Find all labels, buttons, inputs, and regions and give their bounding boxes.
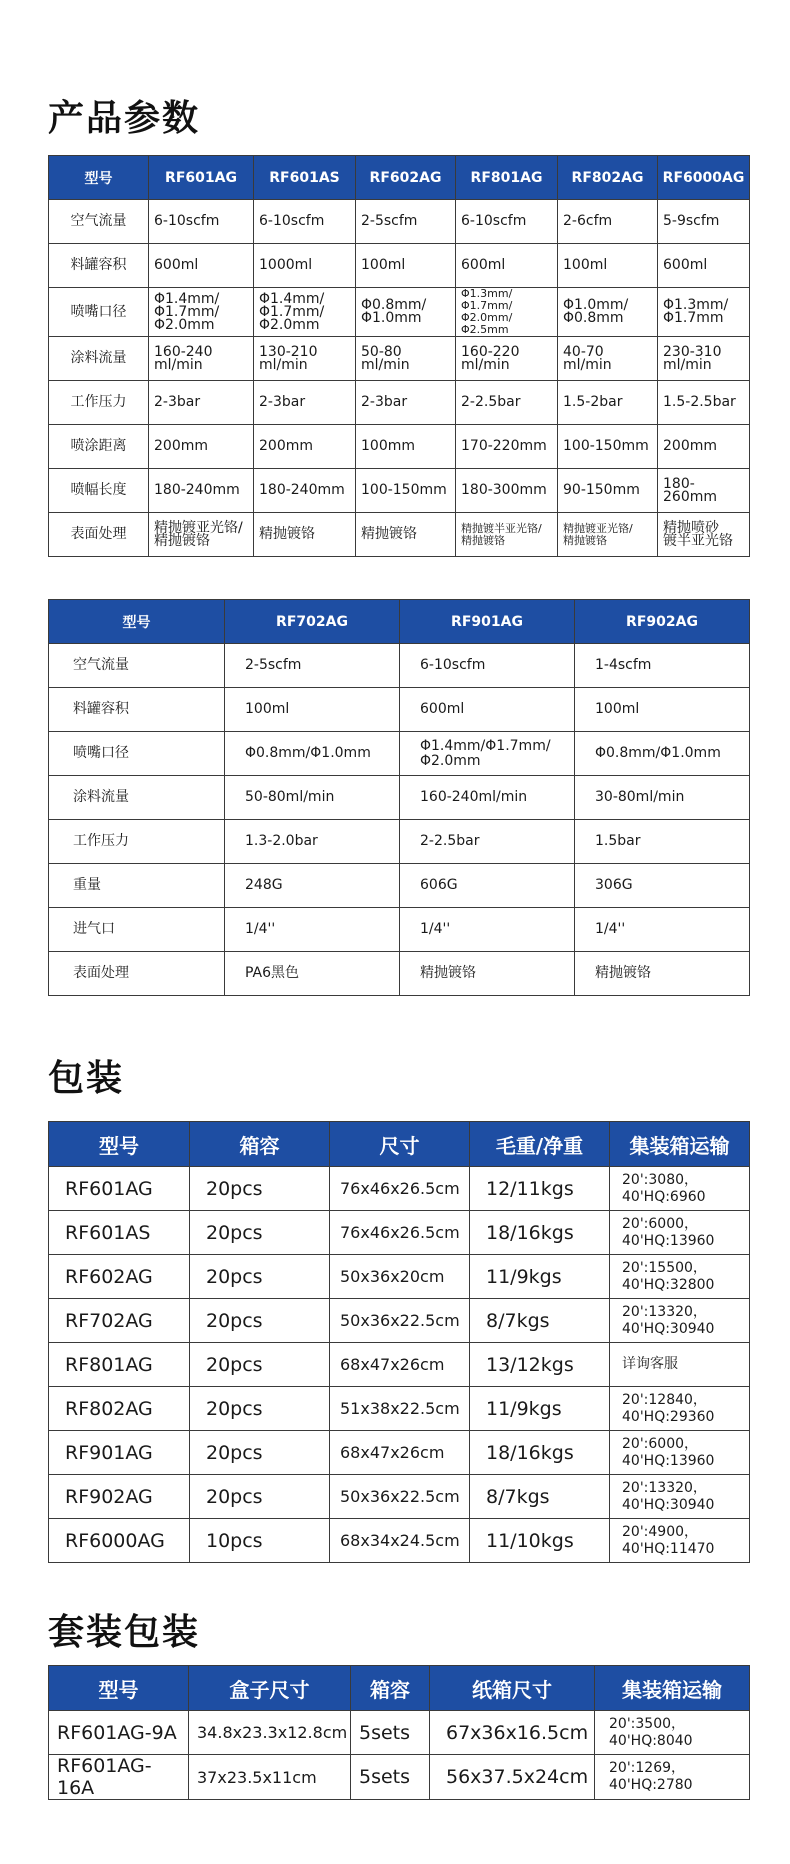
table-cell: 6-10scfm — [400, 644, 575, 688]
container-cell: 20':6000， 40'HQ:13960 — [610, 1431, 750, 1475]
model-cell: RF901AG — [49, 1431, 190, 1475]
qty-cell: 20pcs — [190, 1211, 330, 1255]
size-cell: 76x46x26.5cm — [330, 1167, 470, 1211]
table-row — [49, 776, 750, 820]
table-row — [49, 1343, 750, 1387]
table-cell: 精抛喷砂 镀半亚光铬 — [658, 513, 750, 557]
table-cell: 5-9scfm — [658, 200, 750, 244]
container-cell: 详询客服 — [610, 1343, 750, 1387]
model-cell: RF801AG — [49, 1343, 190, 1387]
model-cell: RF601AG-9A — [49, 1711, 189, 1755]
table-row — [49, 200, 750, 244]
table-cell: 160-220 ml/min — [456, 337, 558, 381]
table-cell: 100-150mm — [558, 425, 658, 469]
table-row — [49, 1519, 750, 1563]
column-header: 尺寸 — [330, 1122, 470, 1167]
weight-cell: 11/9kgs — [470, 1255, 610, 1299]
column-header: RF601AS — [254, 156, 356, 200]
table-cell: 160-240 ml/min — [149, 337, 254, 381]
column-header: RF601AG — [149, 156, 254, 200]
table-cell: 6-10scfm — [149, 200, 254, 244]
table-cell: PA6黑色 — [225, 952, 400, 996]
column-header: RF801AG — [456, 156, 558, 200]
table-cell: 40-70 ml/min — [558, 337, 658, 381]
column-header: 型号 — [49, 156, 149, 200]
size-cell: 50x36x22.5cm — [330, 1299, 470, 1343]
table-cell: Φ1.3mm/ Φ1.7mm/ Φ2.0mm/Φ2.5mm — [456, 288, 558, 337]
container-cell: 20':13320， 40'HQ:30940 — [610, 1475, 750, 1519]
table-cell: 6-10scfm — [254, 200, 356, 244]
table-row — [49, 425, 750, 469]
box-size-cell: 37x23.5x11cm — [189, 1755, 351, 1800]
qty-cell: 20pcs — [190, 1475, 330, 1519]
table-row — [49, 1299, 750, 1343]
weight-cell: 13/12kgs — [470, 1343, 610, 1387]
row-label: 工作压力 — [49, 381, 149, 425]
model-cell: RF6000AG — [49, 1519, 190, 1563]
table-row — [49, 244, 750, 288]
table-row — [49, 1475, 750, 1519]
column-header: 毛重/净重 — [470, 1122, 610, 1167]
weight-cell: 18/16kgs — [470, 1211, 610, 1255]
column-header: 箱容 — [190, 1122, 330, 1167]
size-cell: 68x47x26cm — [330, 1343, 470, 1387]
container-cell: 20':3080， 40'HQ:6960 — [610, 1167, 750, 1211]
table-row — [49, 1387, 750, 1431]
table-cell: 248G — [225, 864, 400, 908]
qty-cell: 20pcs — [190, 1431, 330, 1475]
table-cell: 2-5scfm — [225, 644, 400, 688]
table-row — [49, 469, 750, 513]
model-cell: RF601AG — [49, 1167, 190, 1211]
model-cell: RF601AS — [49, 1211, 190, 1255]
table-row — [49, 1431, 750, 1475]
model-cell: RF802AG — [49, 1387, 190, 1431]
table-cell: 180-300mm — [456, 469, 558, 513]
qty-cell: 20pcs — [190, 1387, 330, 1431]
column-header: RF6000AG — [658, 156, 750, 200]
table-cell: Φ1.4mm/Φ1.7mm/ Φ2.0mm — [400, 732, 575, 776]
table-cell: 2-2.5bar — [400, 820, 575, 864]
table-cell: 1/4'' — [575, 908, 750, 952]
size-cell: 50x36x22.5cm — [330, 1475, 470, 1519]
table-cell: 1/4'' — [400, 908, 575, 952]
table-cell: 100-150mm — [356, 469, 456, 513]
container-cell: 20':15500， 40'HQ:32800 — [610, 1255, 750, 1299]
table-cell: 600ml — [400, 688, 575, 732]
row-label: 料罐容积 — [49, 688, 225, 732]
table-cell: 50-80 ml/min — [356, 337, 456, 381]
column-header: 型号 — [49, 1122, 190, 1167]
carton-size-cell: 67x36x16.5cm — [430, 1711, 595, 1755]
table-cell: 6-10scfm — [456, 200, 558, 244]
table-cell: 606G — [400, 864, 575, 908]
table-cell: 180-260mm — [658, 469, 750, 513]
table-cell: 2-3bar — [254, 381, 356, 425]
size-cell: 50x36x20cm — [330, 1255, 470, 1299]
table-cell: 100ml — [558, 244, 658, 288]
column-header: 集装箱运输 — [595, 1666, 750, 1711]
table-row — [49, 952, 750, 996]
row-label: 空气流量 — [49, 200, 149, 244]
table-cell: Φ1.4mm/ Φ1.7mm/ Φ2.0mm — [254, 288, 356, 337]
table-cell: 精抛镀铬 — [254, 513, 356, 557]
table-cell: 精抛镀铬 — [356, 513, 456, 557]
column-header: RF602AG — [356, 156, 456, 200]
table-row — [49, 513, 750, 557]
row-label: 重量 — [49, 864, 225, 908]
qty-cell: 20pcs — [190, 1255, 330, 1299]
table-cell: 100ml — [225, 688, 400, 732]
table-cell: 精抛镀铬 — [575, 952, 750, 996]
table-row — [49, 1755, 750, 1800]
table-cell: 2-3bar — [149, 381, 254, 425]
column-header: 型号 — [49, 1666, 189, 1711]
container-cell: 20':6000， 40'HQ:13960 — [610, 1211, 750, 1255]
row-label: 涂料流量 — [49, 337, 149, 381]
row-label: 喷涂距离 — [49, 425, 149, 469]
table-row — [49, 820, 750, 864]
table-cell: 306G — [575, 864, 750, 908]
table-cell: 1-4scfm — [575, 644, 750, 688]
table-row — [49, 1255, 750, 1299]
table-cell: Φ0.8mm/Φ1.0mm — [225, 732, 400, 776]
qty-cell: 20pcs — [190, 1299, 330, 1343]
table-row — [49, 1211, 750, 1255]
table-cell: 100ml — [575, 688, 750, 732]
table-cell: 100ml — [356, 244, 456, 288]
table-row — [49, 337, 750, 381]
row-label: 喷嘴口径 — [49, 732, 225, 776]
table-row — [49, 688, 750, 732]
table-cell: Φ0.8mm/ Φ1.0mm — [356, 288, 456, 337]
table-cell: 2-6cfm — [558, 200, 658, 244]
row-label: 涂料流量 — [49, 776, 225, 820]
table-header-row — [49, 1122, 750, 1167]
table-cell: 精抛镀亚光铬/ 精抛镀铬 — [558, 513, 658, 557]
qty-cell: 5sets — [351, 1755, 430, 1800]
params-table-2 — [48, 599, 750, 996]
set-packaging-heading: 套装包装 — [48, 1612, 201, 1653]
table-header-row — [49, 600, 750, 644]
size-cell: 68x47x26cm — [330, 1431, 470, 1475]
size-cell: 68x34x24.5cm — [330, 1519, 470, 1563]
table-row — [49, 644, 750, 688]
table-row — [49, 288, 750, 337]
column-header: 纸箱尺寸 — [430, 1666, 595, 1711]
table-cell: 2-5scfm — [356, 200, 456, 244]
qty-cell: 10pcs — [190, 1519, 330, 1563]
row-label: 喷嘴口径 — [49, 288, 149, 337]
table-cell: 130-210 ml/min — [254, 337, 356, 381]
weight-cell: 8/7kgs — [470, 1475, 610, 1519]
table-cell: Φ1.3mm/ Φ1.7mm — [658, 288, 750, 337]
model-cell: RF902AG — [49, 1475, 190, 1519]
table-cell: 100mm — [356, 425, 456, 469]
table-cell: Φ0.8mm/Φ1.0mm — [575, 732, 750, 776]
table-cell: 200mm — [149, 425, 254, 469]
qty-cell: 5sets — [351, 1711, 430, 1755]
table-cell: 180-240mm — [254, 469, 356, 513]
container-cell: 20':12840， 40'HQ:29360 — [610, 1387, 750, 1431]
table-cell: 200mm — [254, 425, 356, 469]
weight-cell: 8/7kgs — [470, 1299, 610, 1343]
params-table-1 — [48, 155, 750, 557]
table-row — [49, 1167, 750, 1211]
container-cell: 20':1269， 40'HQ:2780 — [595, 1755, 750, 1800]
table-cell: 1/4'' — [225, 908, 400, 952]
table-cell: 160-240ml/min — [400, 776, 575, 820]
table-cell: 200mm — [658, 425, 750, 469]
model-cell: RF602AG — [49, 1255, 190, 1299]
row-label: 工作压力 — [49, 820, 225, 864]
table-row — [49, 1711, 750, 1755]
container-cell: 20':13320， 40'HQ:30940 — [610, 1299, 750, 1343]
row-label: 表面处理 — [49, 952, 225, 996]
weight-cell: 11/10kgs — [470, 1519, 610, 1563]
table-cell: 30-80ml/min — [575, 776, 750, 820]
row-label: 喷幅长度 — [49, 469, 149, 513]
qty-cell: 20pcs — [190, 1167, 330, 1211]
table-cell: 230-310 ml/min — [658, 337, 750, 381]
table-cell: 精抛镀铬 — [400, 952, 575, 996]
column-header: RF702AG — [225, 600, 400, 644]
table-header-row — [49, 156, 750, 200]
table-row — [49, 864, 750, 908]
table-cell: 600ml — [149, 244, 254, 288]
column-header: RF802AG — [558, 156, 658, 200]
weight-cell: 12/11kgs — [470, 1167, 610, 1211]
row-label: 空气流量 — [49, 644, 225, 688]
table-cell: 600ml — [456, 244, 558, 288]
set-packaging-table — [48, 1665, 750, 1800]
table-row — [49, 381, 750, 425]
row-label: 料罐容积 — [49, 244, 149, 288]
row-label: 表面处理 — [49, 513, 149, 557]
packaging-table — [48, 1121, 750, 1563]
box-size-cell: 34.8x23.3x12.8cm — [189, 1711, 351, 1755]
table-cell: 1.3-2.0bar — [225, 820, 400, 864]
table-cell: 1.5-2.5bar — [658, 381, 750, 425]
table-cell: Φ1.0mm/ Φ0.8mm — [558, 288, 658, 337]
column-header: RF901AG — [400, 600, 575, 644]
table-row — [49, 732, 750, 776]
table-cell: 1.5bar — [575, 820, 750, 864]
carton-size-cell: 56x37.5x24cm — [430, 1755, 595, 1800]
model-cell: RF601AG-16A — [49, 1755, 189, 1800]
container-cell: 20':4900， 40'HQ:11470 — [610, 1519, 750, 1563]
container-cell: 20':3500， 40'HQ:8040 — [595, 1711, 750, 1755]
table-cell: 180-240mm — [149, 469, 254, 513]
table-cell: 1000ml — [254, 244, 356, 288]
table-cell: 600ml — [658, 244, 750, 288]
table-cell: 2-3bar — [356, 381, 456, 425]
table-cell: 精抛镀半亚光铬/ 精抛镀铬 — [456, 513, 558, 557]
table-cell: 50-80ml/min — [225, 776, 400, 820]
weight-cell: 18/16kgs — [470, 1431, 610, 1475]
column-header: 集装箱运输 — [610, 1122, 750, 1167]
size-cell: 76x46x26.5cm — [330, 1211, 470, 1255]
model-cell: RF702AG — [49, 1299, 190, 1343]
table-cell: 2-2.5bar — [456, 381, 558, 425]
table-cell: 90-150mm — [558, 469, 658, 513]
params-heading: 产品参数 — [48, 98, 201, 139]
column-header: 盒子尺寸 — [189, 1666, 351, 1711]
qty-cell: 20pcs — [190, 1343, 330, 1387]
table-cell: 精抛镀亚光铬/ 精抛镀铬 — [149, 513, 254, 557]
table-cell: Φ1.4mm/ Φ1.7mm/ Φ2.0mm — [149, 288, 254, 337]
packaging-heading: 包装 — [48, 1058, 125, 1099]
row-label: 进气口 — [49, 908, 225, 952]
column-header: 型号 — [49, 600, 225, 644]
table-row — [49, 908, 750, 952]
column-header: 箱容 — [351, 1666, 430, 1711]
column-header: RF902AG — [575, 600, 750, 644]
table-header-row — [49, 1666, 750, 1711]
size-cell: 51x38x22.5cm — [330, 1387, 470, 1431]
table-cell: 170-220mm — [456, 425, 558, 469]
table-cell: 1.5-2bar — [558, 381, 658, 425]
weight-cell: 11/9kgs — [470, 1387, 610, 1431]
